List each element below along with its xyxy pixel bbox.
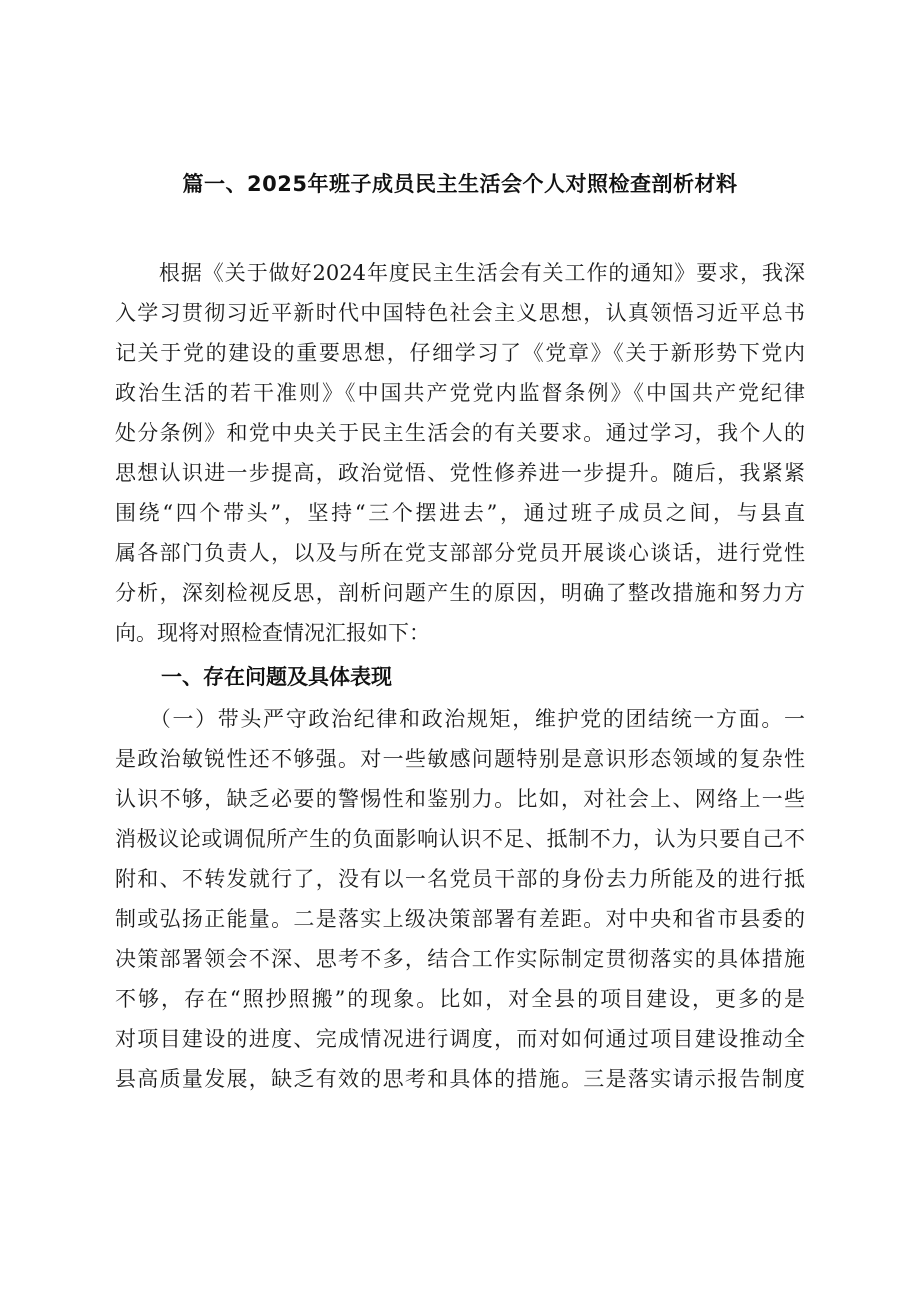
document-body bbox=[115, 253, 805, 1099]
section-1-paragraph bbox=[115, 699, 805, 1099]
text-line: 政治生活的若干准则》《中国共产党党内监督条例》《中国共产党纪律 bbox=[115, 381, 805, 405]
document-title: 篇一、2025年班子成员民主生活会个人对照检查剖析材料 bbox=[182, 172, 738, 196]
text-line: 对项目建设的进度、完成情况进行调度，而对如何通过项目建设推动全 bbox=[115, 1027, 805, 1051]
text-line: 分析，深刻检视反思，剖析问题产生的原因，明确了整改措施和努力方 bbox=[115, 581, 805, 605]
text-line: 向。现将对照检查情况汇报如下： bbox=[115, 621, 430, 645]
text-line: 围绕“四个带头”，坚持“三个摆进去”，通过班子成员之间，与县直 bbox=[115, 501, 805, 525]
text-line: 附和、不转发就行了，没有以一名党员干部的身份去力所能及的进行抵 bbox=[115, 867, 805, 891]
text-line: 入学习贯彻习近平新时代中国特色社会主义思想，认真领悟习近平总书 bbox=[115, 301, 805, 325]
text-line: 属各部门负责人，以及与所在党支部部分党员开展谈心谈话，进行党性 bbox=[115, 541, 805, 565]
text-line: 县高质量发展，缺乏有效的思考和具体的措施。三是落实请示报告制度 bbox=[115, 1067, 805, 1091]
text-line: 处分条例》和党中央关于民主生活会的有关要求。通过学习，我个人的 bbox=[115, 421, 805, 445]
intro-paragraph bbox=[115, 253, 805, 653]
section-heading: 一、存在问题及具体表现 bbox=[161, 665, 392, 689]
text-line: 认识不够，缺乏必要的警惕性和鉴别力。比如，对社会上、网络上一些 bbox=[115, 787, 805, 811]
text-line: 消极议论或调侃所产生的负面影响认识不足、抵制不力，认为只要自己不 bbox=[115, 827, 805, 851]
text-line: 记关于党的建设的重要思想，仔细学习了《党章》《关于新形势下党内 bbox=[115, 341, 805, 365]
text-line: 不够，存在“照抄照搬”的现象。比如，对全县的项目建设，更多的是 bbox=[115, 987, 805, 1011]
text-line: 思想认识进一步提高，政治觉悟、党性修养进一步提升。随后，我紧紧 bbox=[115, 461, 805, 485]
text-line: 制或弘扬正能量。二是落实上级决策部署有差距。对中央和省市县委的 bbox=[115, 907, 805, 931]
text-line: 决策部署领会不深、思考不多，结合工作实际制定贯彻落实的具体措施 bbox=[115, 947, 805, 971]
text-line: （一）带头严守政治纪律和政治规矩，维护党的团结统一方面。一 bbox=[115, 707, 805, 731]
text-line: 根据《关于做好2024年度民主生活会有关工作的通知》要求，我深 bbox=[115, 261, 805, 285]
text-line: 是政治敏锐性还不够强。对一些敏感问题特别是意识形态领域的复杂性 bbox=[115, 747, 805, 771]
